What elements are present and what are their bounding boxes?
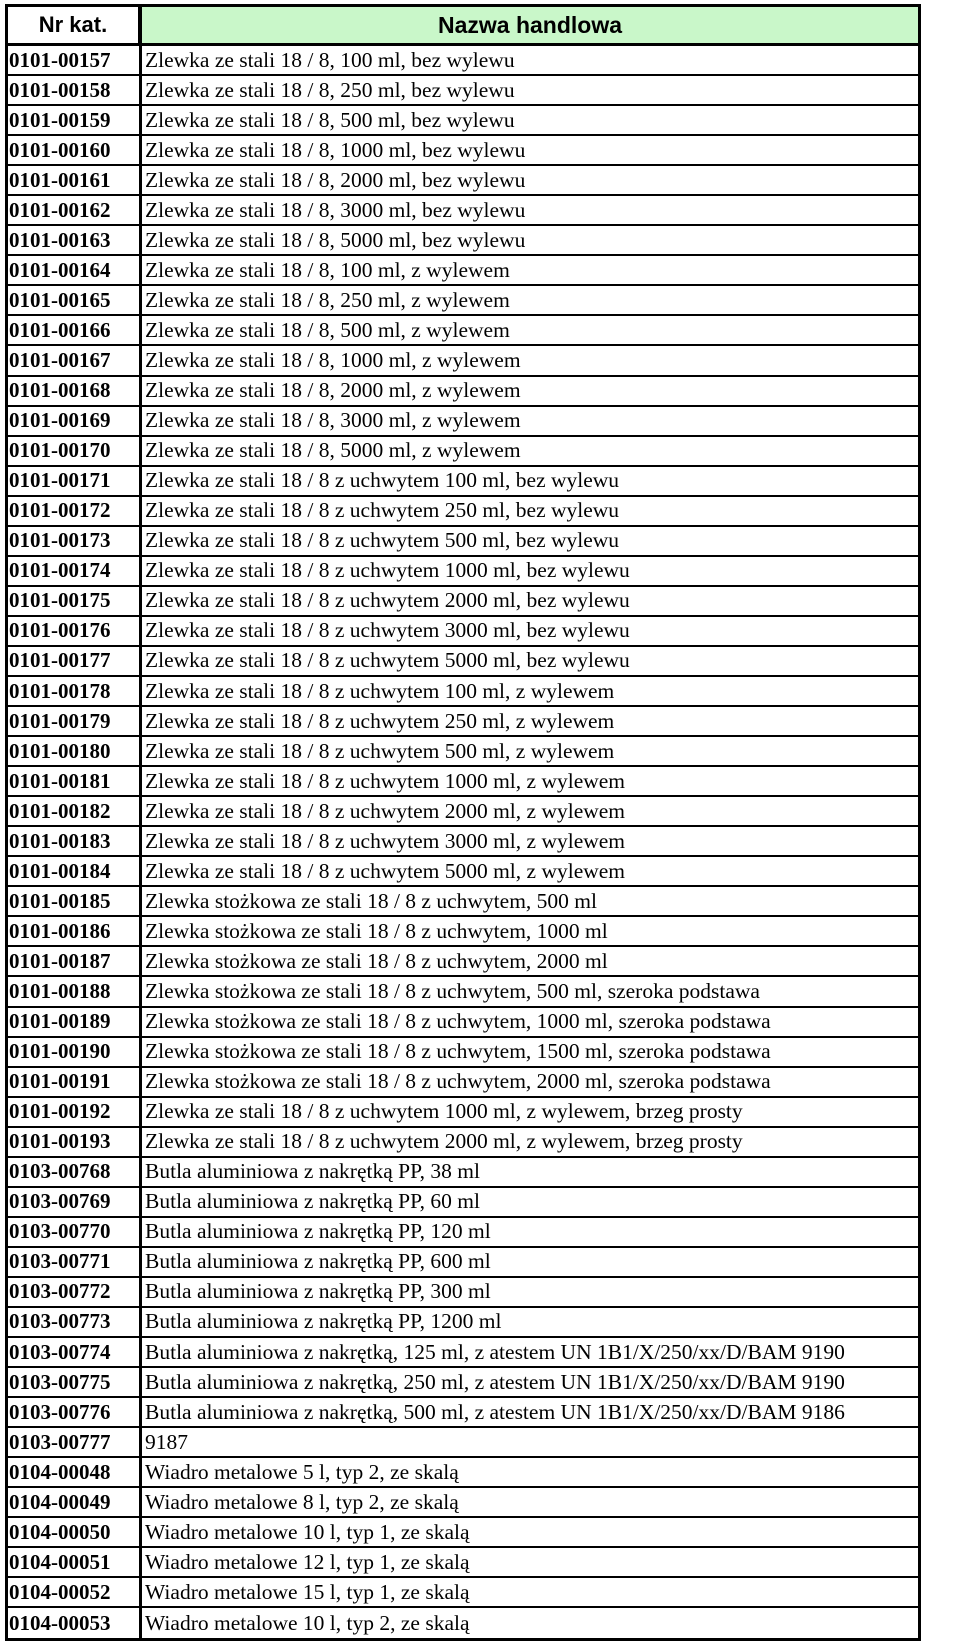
catalog-number: 0101-00177 xyxy=(8,647,142,675)
catalog-number: 0103-00769 xyxy=(8,1188,142,1216)
table-row xyxy=(8,917,918,947)
trade-name: Zlewka ze stali 18 / 8, 100 ml, z wylewem xyxy=(145,257,510,282)
catalog-number: 0101-00178 xyxy=(8,677,142,705)
catalog-number: 0101-00175 xyxy=(8,587,142,615)
catalog-number: 0101-00179 xyxy=(8,707,142,735)
table-row xyxy=(8,587,918,617)
trade-name: Zlewka ze stali 18 / 8, 250 ml, bez wylewu xyxy=(145,77,515,102)
table-row xyxy=(8,316,918,346)
trade-name: Zlewka ze stali 18 / 8 z uchwytem 3000 ml, bez wylewu xyxy=(145,618,630,643)
catalog-number: 0101-00172 xyxy=(8,497,142,525)
table-row xyxy=(8,1098,918,1128)
table-row xyxy=(8,76,918,106)
table-row xyxy=(8,377,918,407)
catalog-number: 0103-00773 xyxy=(8,1308,142,1336)
trade-name: Zlewka ze stali 18 / 8 z uchwytem 100 ml, z wylewem xyxy=(145,678,615,703)
table-row xyxy=(8,887,918,917)
catalog-table xyxy=(5,4,921,1641)
table-row xyxy=(8,1548,918,1578)
catalog-number: 0101-00173 xyxy=(8,527,142,555)
table-row xyxy=(8,106,918,136)
catalog-number: 0101-00186 xyxy=(8,917,142,945)
trade-name: Zlewka ze stali 18 / 8, 2000 ml, bez wylewu xyxy=(145,167,526,192)
trade-name: Zlewka ze stali 18 / 8, 3000 ml, z wylewem xyxy=(145,408,521,433)
table-row xyxy=(8,1278,918,1308)
catalog-number: 0101-00180 xyxy=(8,737,142,765)
table-row xyxy=(8,1308,918,1338)
catalog-number: 0103-00776 xyxy=(8,1398,142,1426)
table-row xyxy=(8,617,918,647)
catalog-number: 0101-00189 xyxy=(8,1008,142,1036)
catalog-number: 0101-00171 xyxy=(8,467,142,495)
catalog-number: 0104-00051 xyxy=(8,1548,142,1576)
header-trade-name: Nazwa handlowa xyxy=(142,7,918,43)
catalog-number: 0101-00188 xyxy=(8,977,142,1005)
catalog-number: 0101-00158 xyxy=(8,76,142,104)
table-body xyxy=(8,46,918,1638)
trade-name: Zlewka ze stali 18 / 8, 250 ml, z wylewem xyxy=(145,287,510,312)
table-row xyxy=(8,346,918,376)
trade-name: Zlewka ze stali 18 / 8, 5000 ml, bez wylewu xyxy=(145,227,526,252)
trade-name: Wiadro metalowe 10 l, typ 2, ze skalą xyxy=(145,1610,470,1635)
trade-name: Butla aluminiowa z nakrętką PP, 300 ml xyxy=(145,1279,491,1304)
trade-name: Wiadro metalowe 12 l, typ 1, ze skalą xyxy=(145,1549,470,1574)
catalog-number: 0101-00161 xyxy=(8,166,142,194)
catalog-number: 0101-00190 xyxy=(8,1038,142,1066)
catalog-number: 0101-00193 xyxy=(8,1128,142,1156)
catalog-number: 0101-00167 xyxy=(8,346,142,374)
table-row xyxy=(8,226,918,256)
trade-name: Zlewka ze stali 18 / 8 z uchwytem 2000 ml, z wylewem, brzeg prosty xyxy=(145,1129,743,1154)
table-row xyxy=(8,1458,918,1488)
catalog-number: 0101-00168 xyxy=(8,377,142,405)
trade-name: Zlewka ze stali 18 / 8 z uchwytem 250 ml, bez wylewu xyxy=(145,498,620,523)
trade-name: Wiadro metalowe 15 l, typ 1, ze skalą xyxy=(145,1579,470,1604)
catalog-number: 0101-00192 xyxy=(8,1098,142,1126)
trade-name: Butla aluminiowa z nakrętką PP, 1200 ml xyxy=(145,1309,502,1334)
table-row xyxy=(8,256,918,286)
trade-name: Zlewka ze stali 18 / 8 z uchwytem 5000 ml, bez wylewu xyxy=(145,648,630,673)
table-row xyxy=(8,286,918,316)
trade-name: Butla aluminiowa z nakrętką PP, 38 ml xyxy=(145,1159,480,1184)
catalog-number: 0101-00160 xyxy=(8,136,142,164)
table-header xyxy=(8,7,918,46)
table-row xyxy=(8,527,918,557)
trade-name: Wiadro metalowe 5 l, typ 2, ze skalą xyxy=(145,1459,459,1484)
table-row xyxy=(8,1338,918,1368)
table-row xyxy=(8,407,918,437)
catalog-number: 0101-00176 xyxy=(8,617,142,645)
catalog-number: 0103-00771 xyxy=(8,1248,142,1276)
trade-name: Zlewka stożkowa ze stali 18 / 8 z uchwytem, 500 ml xyxy=(145,888,597,913)
header-catalog-number: Nr kat. xyxy=(8,7,142,43)
table-row xyxy=(8,46,918,76)
trade-name: Butla aluminiowa z nakrętką, 250 ml, z atestem UN 1B1/X/250/xx/D/BAM 9190 xyxy=(145,1369,845,1394)
trade-name: Zlewka ze stali 18 / 8, 500 ml, z wylewem xyxy=(145,317,510,342)
catalog-number: 0103-00772 xyxy=(8,1278,142,1306)
table-row xyxy=(8,1248,918,1278)
trade-name: Butla aluminiowa z nakrętką PP, 600 ml xyxy=(145,1249,491,1274)
table-row xyxy=(8,557,918,587)
table-row xyxy=(8,797,918,827)
catalog-number: 0103-00774 xyxy=(8,1338,142,1366)
trade-name: Zlewka ze stali 18 / 8, 1000 ml, z wylewem xyxy=(145,347,521,372)
catalog-number: 0101-00182 xyxy=(8,797,142,825)
trade-name: Butla aluminiowa z nakrętką PP, 120 ml xyxy=(145,1219,491,1244)
trade-name: Zlewka ze stali 18 / 8 z uchwytem 250 ml, z wylewem xyxy=(145,708,615,733)
trade-name: Wiadro metalowe 8 l, typ 2, ze skalą xyxy=(145,1489,459,1514)
table-row xyxy=(8,677,918,707)
catalog-number: 0103-00770 xyxy=(8,1218,142,1246)
table-row xyxy=(8,767,918,797)
table-row xyxy=(8,1188,918,1218)
trade-name: Zlewka ze stali 18 / 8 z uchwytem 1000 ml, z wylewem, brzeg prosty xyxy=(145,1099,743,1124)
catalog-number: 0103-00777 xyxy=(8,1428,142,1456)
table-row xyxy=(8,737,918,767)
catalog-number: 0104-00052 xyxy=(8,1578,142,1606)
catalog-number: 0101-00157 xyxy=(8,46,142,74)
table-row xyxy=(8,857,918,887)
table-row xyxy=(8,1608,918,1638)
table-row xyxy=(8,647,918,677)
trade-name: Zlewka ze stali 18 / 8, 3000 ml, bez wylewu xyxy=(145,197,526,222)
trade-name: Zlewka ze stali 18 / 8 z uchwytem 1000 ml, bez wylewu xyxy=(145,558,630,583)
trade-name: Zlewka ze stali 18 / 8 z uchwytem 100 ml, bez wylewu xyxy=(145,468,620,493)
catalog-number: 0104-00049 xyxy=(8,1488,142,1516)
trade-name: Zlewka ze stali 18 / 8, 500 ml, bez wylewu xyxy=(145,107,515,132)
trade-name: Butla aluminiowa z nakrętką, 125 ml, z atestem UN 1B1/X/250/xx/D/BAM 9190 xyxy=(145,1339,845,1364)
table-row xyxy=(8,437,918,467)
trade-name: Zlewka ze stali 18 / 8 z uchwytem 1000 ml, z wylewem xyxy=(145,768,626,793)
table-row xyxy=(8,1158,918,1188)
table-row xyxy=(8,1488,918,1518)
trade-name: Butla aluminiowa z nakrętką, 500 ml, z atestem UN 1B1/X/250/xx/D/BAM 9186 xyxy=(145,1399,845,1424)
trade-name: Zlewka stożkowa ze stali 18 / 8 z uchwytem, 2000 ml, szeroka podstawa xyxy=(145,1069,771,1094)
catalog-number: 0104-00053 xyxy=(8,1608,142,1638)
catalog-number: 0101-00181 xyxy=(8,767,142,795)
trade-name: Zlewka stożkowa ze stali 18 / 8 z uchwytem, 1500 ml, szeroka podstawa xyxy=(145,1039,771,1064)
table-row xyxy=(8,497,918,527)
table-row xyxy=(8,166,918,196)
trade-name: 9187 xyxy=(145,1429,188,1454)
catalog-number: 0104-00048 xyxy=(8,1458,142,1486)
trade-name: Zlewka stożkowa ze stali 18 / 8 z uchwytem, 2000 ml xyxy=(145,948,608,973)
catalog-number: 0101-00162 xyxy=(8,196,142,224)
catalog-number: 0104-00050 xyxy=(8,1518,142,1546)
table-row xyxy=(8,467,918,497)
catalog-number: 0101-00163 xyxy=(8,226,142,254)
catalog-number: 0101-00166 xyxy=(8,316,142,344)
trade-name: Zlewka stożkowa ze stali 18 / 8 z uchwytem, 500 ml, szeroka podstawa xyxy=(145,978,760,1003)
table-row xyxy=(8,1128,918,1158)
trade-name: Zlewka ze stali 18 / 8, 2000 ml, z wylewem xyxy=(145,378,521,403)
table-row xyxy=(8,827,918,857)
catalog-number: 0101-00184 xyxy=(8,857,142,885)
table-row xyxy=(8,1038,918,1068)
trade-name: Zlewka stożkowa ze stali 18 / 8 z uchwytem, 1000 ml xyxy=(145,918,608,943)
table-row xyxy=(8,947,918,977)
catalog-number: 0103-00768 xyxy=(8,1158,142,1186)
trade-name: Zlewka ze stali 18 / 8 z uchwytem 2000 ml, bez wylewu xyxy=(145,588,630,613)
catalog-number: 0101-00183 xyxy=(8,827,142,855)
catalog-number: 0101-00174 xyxy=(8,557,142,585)
trade-name: Zlewka stożkowa ze stali 18 / 8 z uchwytem, 1000 ml, szeroka podstawa xyxy=(145,1009,771,1034)
table-row xyxy=(8,1068,918,1098)
trade-name: Wiadro metalowe 10 l, typ 1, ze skalą xyxy=(145,1519,470,1544)
catalog-number: 0101-00164 xyxy=(8,256,142,284)
trade-name: Zlewka ze stali 18 / 8 z uchwytem 500 ml, bez wylewu xyxy=(145,528,620,553)
table-row xyxy=(8,1218,918,1248)
table-row xyxy=(8,1428,918,1458)
catalog-number: 0101-00170 xyxy=(8,437,142,465)
catalog-number: 0101-00159 xyxy=(8,106,142,134)
table-row xyxy=(8,1518,918,1548)
catalog-number: 0101-00191 xyxy=(8,1068,142,1096)
table-row xyxy=(8,1008,918,1038)
catalog-number: 0101-00169 xyxy=(8,407,142,435)
table-row xyxy=(8,707,918,737)
table-row xyxy=(8,1368,918,1398)
catalog-number: 0101-00185 xyxy=(8,887,142,915)
table-row xyxy=(8,136,918,166)
table-row xyxy=(8,977,918,1007)
trade-name: Zlewka ze stali 18 / 8 z uchwytem 2000 ml, z wylewem xyxy=(145,798,626,823)
catalog-number: 0103-00775 xyxy=(8,1368,142,1396)
trade-name: Zlewka ze stali 18 / 8, 1000 ml, bez wylewu xyxy=(145,137,526,162)
trade-name: Zlewka ze stali 18 / 8 z uchwytem 3000 ml, z wylewem xyxy=(145,828,626,853)
catalog-number: 0101-00165 xyxy=(8,286,142,314)
table-row xyxy=(8,1398,918,1428)
trade-name: Zlewka ze stali 18 / 8 z uchwytem 5000 ml, z wylewem xyxy=(145,858,626,883)
trade-name: Zlewka ze stali 18 / 8 z uchwytem 500 ml, z wylewem xyxy=(145,738,615,763)
table-row xyxy=(8,196,918,226)
trade-name: Zlewka ze stali 18 / 8, 100 ml, bez wylewu xyxy=(145,47,515,72)
trade-name: Zlewka ze stali 18 / 8, 5000 ml, z wylewem xyxy=(145,438,521,463)
table-row xyxy=(8,1578,918,1608)
catalog-number: 0101-00187 xyxy=(8,947,142,975)
trade-name: Butla aluminiowa z nakrętką PP, 60 ml xyxy=(145,1189,480,1214)
